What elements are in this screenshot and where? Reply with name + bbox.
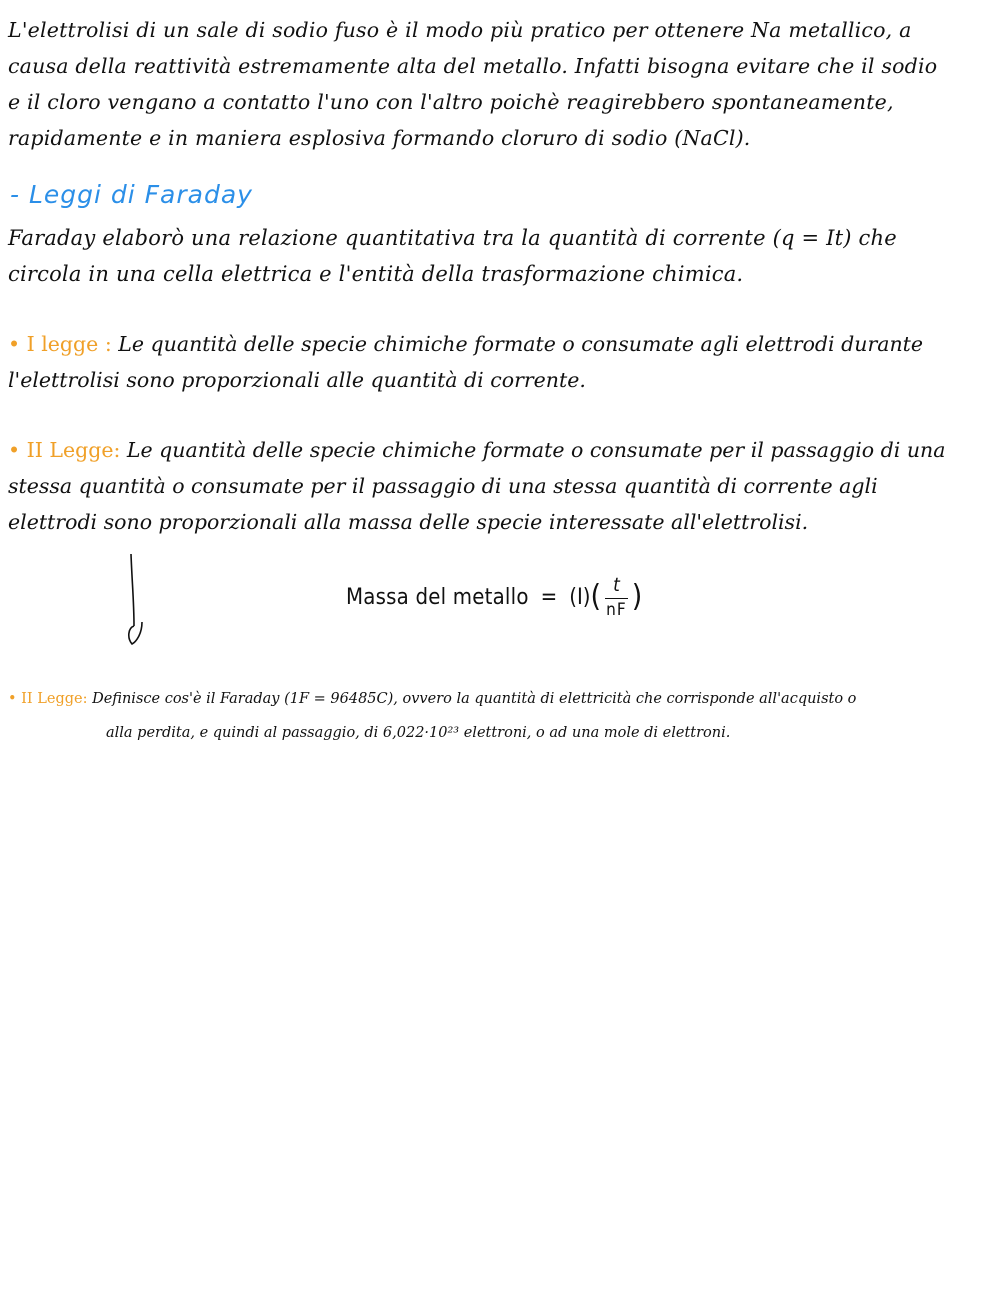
faraday-intro-paragraph xyxy=(8,220,992,292)
law-label: II Legge: xyxy=(21,691,88,707)
law-line: alla perdita, e quindi al passaggio, di 6,022·10²³ elettroni, o ad una mole di elettroni. xyxy=(106,725,731,741)
faraday-heading: - Leggi di Faraday xyxy=(10,180,253,209)
law-text: Le quantità delle specie chimiche formate o consumate agli elettrodi durante xyxy=(118,332,924,356)
law-label: II Legge: xyxy=(26,438,121,462)
faraday-intro-line: circola in una cella elettrica e l'entità della trasformazione chimica. xyxy=(8,262,744,286)
intro-line: L'elettrolisi di un sale di sodio fuso è il modo più pratico per ottenere Na metallico, a xyxy=(8,18,912,42)
second-law xyxy=(8,432,992,540)
law-line: elettrodi sono proporzionali alla massa delle specie interessate all'elettrolisi. xyxy=(8,510,809,534)
intro-line: causa della reattività estremamente alta del metallo. Infatti bisogna evitare che il sodio xyxy=(8,54,938,78)
law-bullet: • xyxy=(8,332,21,356)
down-arrow-icon xyxy=(118,552,162,648)
law-text: Definisce cos'è il Faraday (1F = 96485C), ovvero la quantità di elettricità che corrisponde all'acquisto o xyxy=(92,691,857,707)
intro-line: e il cloro vengano a contatto l'uno con l'altro poichè reagirebbero spontaneamente, xyxy=(8,90,894,114)
formula-denominator: nF xyxy=(606,600,627,620)
intro-paragraph xyxy=(8,12,992,156)
formula-open-paren: ( xyxy=(590,579,602,614)
law-line xyxy=(8,432,992,468)
third-law xyxy=(8,682,992,750)
law-bullet: • xyxy=(8,691,17,707)
formula-numerator: t xyxy=(605,574,628,599)
formula-current: (I) xyxy=(569,584,591,610)
law-line: l'elettrolisi sono proporzionali alle quantità di corrente. xyxy=(8,368,586,392)
law-line xyxy=(8,682,992,716)
faraday-intro-line: Faraday elaborò una relazione quantitativa tra la quantità di corrente (q = It) che xyxy=(8,226,897,250)
law-text: Le quantità delle specie chimiche formate o consumate per il passaggio di una xyxy=(126,438,946,462)
mass-formula xyxy=(346,566,642,628)
intro-line: rapidamente e in maniera esplosiva formando cloruro di sodio (NaCl). xyxy=(8,126,751,150)
formula-fraction xyxy=(605,574,628,620)
formula-lhs: Massa del metallo xyxy=(346,584,529,610)
formula-equals: = xyxy=(540,584,558,610)
law-bullet: • xyxy=(8,438,21,462)
law-label: I legge : xyxy=(26,332,112,356)
law-line xyxy=(8,326,992,362)
formula-close-paren: ) xyxy=(631,579,643,614)
first-law xyxy=(8,326,992,398)
law-line: stessa quantità o consumate per il passaggio di una stessa quantità di corrente agli xyxy=(8,474,878,498)
